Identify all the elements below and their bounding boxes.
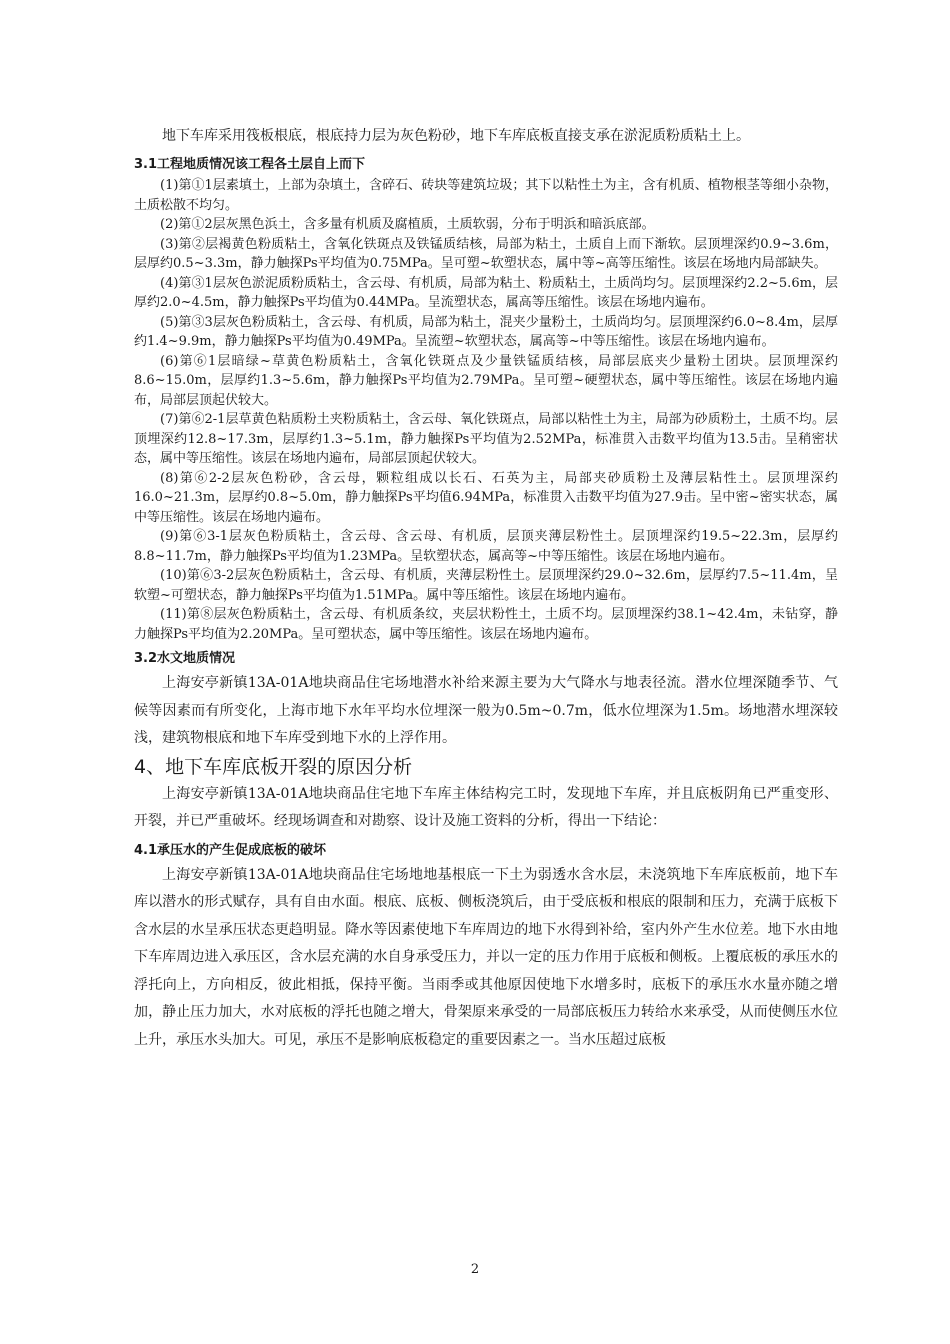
soil-layer-2: (2)第①2层灰黑色浜土，含多量有机质及腐植质，土质软弱，分布于明浜和暗浜底部。 (160, 217, 655, 232)
section-4-paragraph: 上海安亭新镇13A-01A地块商品住宅地下车库主体结构完工时，发现地下车库，并且底板阴角已严重变形、开裂，并已严重破坏。经现场调查和对勘察、设计及施工资料的分析，得出一下结论： (134, 785, 838, 829)
section-4-1-heading: 4.1承压水的产生促成底板的破坏 (134, 842, 327, 858)
soil-layer-7: (7)第⑥2-1层草黄色粘质粉土夹粉质粘土，含云母、氧化铁斑点，局部以粘性土为主，局部为砂质粉土，土质不均。层顶埋深约12.8~17.3m，层厚约1.3~5.1m，静力触探Ps平均值为2.52MPa，标准贯入击数平均值为13.5击。呈稍密状态，属中等压缩性。该层在场地内遍布，局部层顶起伏较大。 (134, 412, 838, 466)
section-3-2-paragraph: 上海安亭新镇13A-01A地块商品住宅场地潜水补给来源主要为大气降水与地表径流。潜水位埋深随季节、气候等因素而有所变化，上海市地下水年平均水位埋深一般为0.5m~0.7m，低水位埋深为1.5m。场地潜水埋深较浅，建筑物根底和地下车库受到地下水的上浮作用。 (134, 675, 838, 746)
soil-layer-9: (9)第⑥3-1层灰色粉质粘土，含云母、含云母、有机质，层顶夹薄层粉性土。层顶埋深约19.5~22.3m，层厚约8.8~11.7m，静力触探Ps平均值为1.23MPa。呈软塑状态，属高等~中等压缩性。该层在场地内遍布。 (134, 529, 838, 564)
soil-layer-3: (3)第②层褐黄色粉质粘土，含氧化铁斑点及铁锰质结核，局部为粘土，土质自上而下渐软。层顶埋深约0.9~3.6m，层厚约0.5~3.3m，静力触探Ps平均值为0.75MPa。呈可塑~软塑状态，属中等~高等压缩性。该层在场地内局部缺失。 (134, 236, 838, 271)
soil-layer-11: (11)第⑧层灰色粉质粘土，含云母、有机质条纹，夹层状粉性土，土质不均。层顶埋深约38.1~42.4m，未钻穿，静力触探Ps平均值为2.20MPa。呈可塑状态，属中等压缩性。该层在场地内遍布。 (134, 607, 838, 642)
soil-layer-10: (10)第⑥3-2层灰色粉质粘土，含云母、有机质，夹薄层粉性土。层顶埋深约29.0~32.6m，层厚约7.5~11.4m，呈软塑~可塑状态，静力触探Ps平均值为1.51MPa。属中等压缩性。该层在场地内遍布。 (134, 568, 838, 603)
soil-layer-1: (1)第①1层素填土，上部为杂填土，含碎石、砖块等建筑垃圾；其下以粘性土为主，含有机质、植物根茎等细小杂物，土质松散不均匀。 (134, 178, 838, 213)
intro-paragraph: 地下车库采用筏板根底，根底持力层为灰色粉砂，地下车库底板直接支承在淤泥质粉质粘土上。 (162, 128, 750, 144)
section-3-1-heading: 3.1工程地质情况该工程各土层自上而下 (134, 157, 366, 172)
soil-layer-5: (5)第③3层灰色粉质粘土，含云母、有机质，局部为粘土，混夹少量粉土，土质尚均匀。层顶埋深约6.0~8.4m，层厚约1.4~9.9m，静力触探Ps平均值为0.49MPa。呈流塑~软塑状态，属高等~中等压缩性。该层在场地内遍布。 (134, 314, 838, 349)
section-4-1-paragraph: 上海安亭新镇13A-01A地块商品住宅场地地基根底一下土为弱透水含水层，未浇筑地下车库底板前，地下车库以潜水的形式赋存，具有自由水面。根底、底板、侧板浇筑后，由于受底板和根底的限制和压力，充满于底板下含水层的水呈承压状态更趋明显。降水等因素使地下车库周边的地下水得到补给，室内外产生水位差。地下水由地下车库周边进入承压区，含水层充满的水自身承受压力，并以一定的压力作用于底板和侧板。上覆底板的承压水的浮托向上，方向相反，彼此相抵，保持平衡。当雨季或其他原因使地下水增多时，底板下的承压水水量亦随之增加，静止压力加大，水对底板的浮托也随之增大，骨架原来承受的一局部底板压力转给水来承受，从而使侧压水位上升，承压水头加大。可见，承压不是影响底板稳定的重要因素之一。当水压超过底板 (134, 866, 838, 1048)
page-content (134, 122, 838, 1054)
page-number: 2 (470, 1262, 480, 1277)
section-3-2-heading: 3.2水文地质情况 (134, 651, 236, 666)
soil-layer-6: (6)第⑥1层暗绿~草黄色粉质粘土，含氧化铁斑点及少量铁锰质结核，局部层底夹少量粉土团块。层顶埋深约8.6~15.0m，层厚约1.3~5.6m，静力触探Ps平均值为2.79MPa。呈可塑~硬塑状态，属中等压缩性。该层在场地内遍布，局部层顶起伏较大。 (134, 353, 838, 408)
section-4-heading: 4、地下车库底板开裂的原因分析 (134, 755, 413, 778)
soil-layer-8: (8)第⑥2-2层灰色粉砂，含云母，颗粒组成以长石、石英为主，局部夹砂质粉土及薄层粘性土。层顶埋深约16.0~21.3m，层厚约0.8~5.0m，静力触探Ps平均值6.94MPa，标准贯入击数平均值为27.9击。呈中密~密实状态，属中等压缩性。该层在场地内遍布。 (134, 470, 838, 525)
soil-layer-4: (4)第③1层灰色淤泥质粉质粘土，含云母、有机质，局部为粘土、粉质粘土，土质尚均匀。层顶埋深约2.2~5.6m，层厚约2.0~4.5m，静力触探Ps平均值为0.44MPa。呈流塑状态，属高等压缩性。该层在场地内遍布。 (134, 275, 838, 310)
